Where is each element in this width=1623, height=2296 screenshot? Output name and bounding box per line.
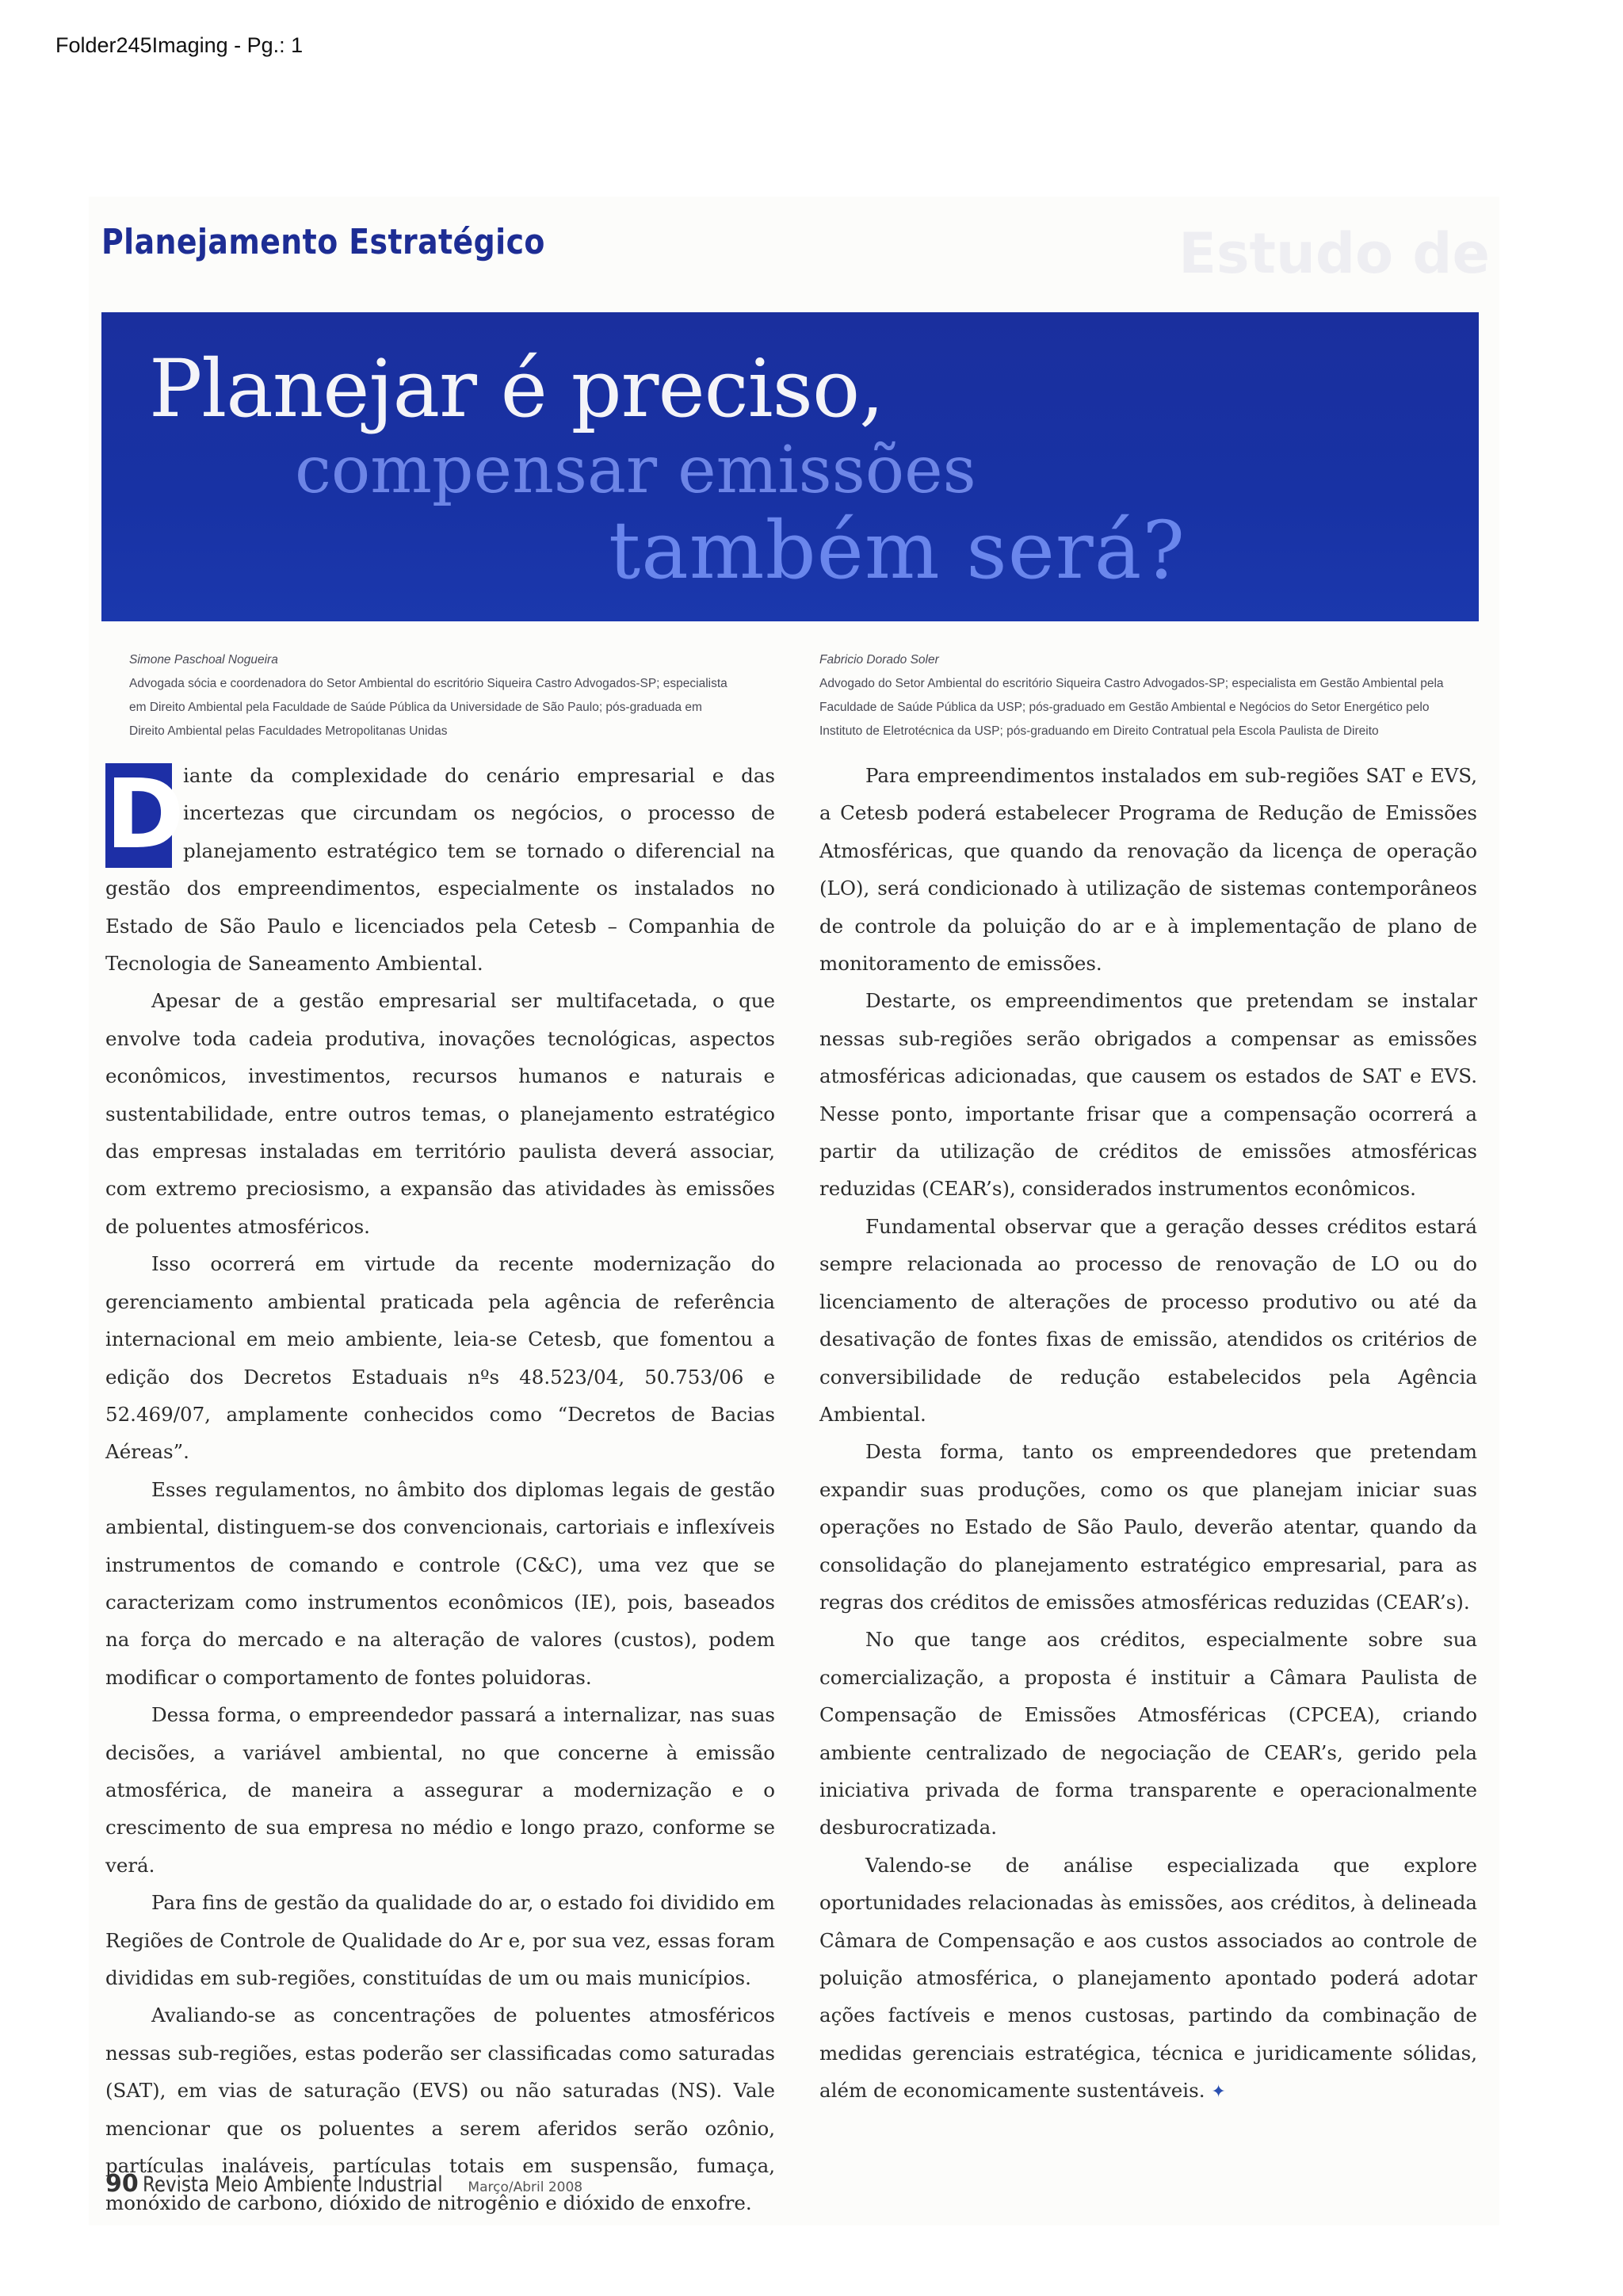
- paragraph: [819, 1847, 1477, 2111]
- paragraph: Para fins de gestão da qualidade do ar, o estado foi dividido em Regiões de Controle de Qualidade do Ar e, por sua vez, essas foram divididas em sub-regiões, constituídas de um ou mais municípios.: [105, 1891, 775, 1989]
- title-line-2: compensar emissões: [295, 433, 976, 508]
- paragraph: Apesar de a gestão empresarial ser multifacetada, o que envolve toda cadeia produtiva, inovações tecnológicas, aspectos econômicos, investimentos, recursos humanos e naturais e sustentabilidade, entre outros temas, o planejamento estratégico das empresas instaladas em território paulista deverá associar, com extremo preciosismo, a expansão das atividades às emissões de poluentes atmosféricos.: [105, 989, 775, 1238]
- paragraph: No que tange aos créditos, especialmente sobre sua comercialização, a proposta é instituir a Câmara Paulista de Compensação de Emissões Atmosféricas (CPCEA), criando ambiente centralizado de negociação de CEAR’s, gerido pela iniciativa privada de forma transparente e operacionalmente desburocratizada.: [819, 1628, 1477, 1839]
- section-label: Planejamento Estratégico: [101, 222, 545, 262]
- drop-cap: D: [105, 760, 185, 870]
- title-line-3: também será?: [609, 504, 1186, 597]
- paragraph: [105, 757, 775, 982]
- author-bio-line: Advogada sócia e coordenadora do Setor Ambiental do escritório Siqueira Castro Advogados-SP; especialista: [129, 677, 727, 690]
- paragraph: Isso ocorrerá em virtude da recente modernização do gerenciamento ambiental praticada pela agência de referência internacional em meio ambiente, leia-se Cetesb, que fomentou a edição dos Decretos Estaduais nºs 48.523/04, 50.753/06 e 52.469/07, amplamente conhecidos como “Decretos de Bacias Aéreas”.: [105, 1252, 775, 1464]
- title-line-1: Planejar é preciso,: [149, 342, 884, 435]
- magazine-name: Revista Meio Ambiente Industrial: [142, 2172, 443, 2197]
- author-bio-line: Instituto de Eletrotécnica da USP; pós-graduando em Direito Contratual pela Escola Paulista de Direito: [819, 724, 1379, 738]
- author-bio-line: em Direito Ambiental pela Faculdade de Saúde Pública da Universidade de São Paulo; pós-graduada em: [129, 701, 702, 714]
- author-name: Fabricio Dorado Soler: [819, 653, 939, 667]
- paragraph: Avaliando-se as concentrações de poluentes atmosféricos nessas sub-regiões, estas poderão ser classificadas como saturadas (SAT), em vias de saturação (EVS) ou não saturadas (NS). Vale mencionar que os poluentes a serem aferidos serão ozônio, partículas inaláveis, partículas totais em suspensão, fumaça, monóxido de carbono, dióxido de nitrogênio e dióxido de enxofre.: [105, 2004, 775, 2215]
- author-bio-line: Advogado do Setor Ambiental do escritório Siqueira Castro Advogados-SP; especialista em Gestão Ambiental pela: [819, 677, 1444, 690]
- author-bio-line: Direito Ambiental pelas Faculdades Metropolitanas Unidas: [129, 724, 448, 738]
- author-credit-2: [819, 648, 1477, 743]
- page-footer: [105, 2170, 582, 2198]
- author-credit-1: [129, 648, 763, 743]
- issue-date: Março/Abril 2008: [468, 2179, 583, 2195]
- page-number: 90: [105, 2170, 139, 2198]
- paragraph: Dessa forma, o empreendedor passará a internalizar, nas suas decisões, a variável ambiental, no que concerne à emissão atmosférica, de maneira a assegurar a modernização e o crescimento de sua empresa no médio e longo prazo, conforme se verá.: [105, 1703, 775, 1877]
- paragraph: Fundamental observar que a geração desses créditos estará sempre relacionada ao processo de renovação de LO ou do licenciamento de alterações de processo produtivo ou até da desativação de fontes fixas de emissão, atendidos os critérios de conversibilidade de redução estabelecidos pela Agência Ambiental.: [819, 1214, 1477, 1426]
- title-banner: [101, 312, 1479, 621]
- author-bio-line: Faculdade de Saúde Pública da USP; pós-graduado em Gestão Ambiental e Negócios do Setor Energético pelo: [819, 701, 1430, 714]
- paragraph: Destarte, os empreendimentos que pretendam se instalar nessas sub-regiões serão obrigados a compensar as emissões atmosféricas adicionadas, que causem os estados de SAT e EVS. Nesse ponto, importante frisar que a compensação ocorrerá a partir da utilização de créditos de emissões atmosféricas reduzidas (CEAR’s), considerados instrumentos econômicos.: [819, 989, 1477, 1201]
- paragraph: Desta forma, tanto os empreendedores que pretendam expandir suas produções, como os que planejam iniciar suas operações no Estado de São Paulo, deverão atentar, quando da consolidação do planejamento estratégico empresarial, para as regras dos créditos de emissões atmosféricas reduzidas (CEAR’s).: [819, 1440, 1477, 1614]
- paragraph-text: Valendo-se de análise especializada que explore oportunidades relacionadas às emissões, aos créditos, à delineada Câmara de Compensação e aos custos associados ao controle de poluição atmosférica, o planejamento apontado poderá adotar ações factíveis e menos custosas, partindo da combinação de medidas gerenciais estratégica, técnica e juridicamente sólidas, além de economicamente sustentáveis.: [819, 1853, 1477, 2103]
- fax-header: Folder245Imaging - Pg.: 1: [55, 33, 304, 57]
- ghost-tab-text: Estudo de: [1178, 221, 1490, 286]
- paragraph: Para empreendimentos instalados em sub-regiões SAT e EVS, a Cetesb poderá estabelecer Programa de Redução de Emissões Atmosféricas, que quando da renovação da licença de operação (LO), será condicionado à utilização de sistemas contemporâneos de controle da poluição do ar e à implementação de plano de monitoramento de emissões.: [819, 764, 1477, 976]
- end-mark-icon: ✦: [1211, 2082, 1226, 2103]
- article-column-left: [105, 757, 775, 2222]
- article-column-right: [819, 757, 1477, 2111]
- paragraph: Esses regulamentos, no âmbito dos diplomas legais de gestão ambiental, distinguem-se dos convencionais, cartoriais e inflexíveis instrumentos de comando e controle (C&C), uma vez que se caracterizam como instrumentos econômicos (IE), pois, baseados na força do mercado e na alteração de valores (custos), podem modificar o comportamento de fontes poluidoras.: [105, 1477, 775, 1689]
- paragraph-text: iante da complexidade do cenário empresarial e das incertezas que circundam os negócios, o processo de planejamento estratégico tem se tornado o diferencial na gestão dos empreendimentos, especialmente os instalados no Estado de São Paulo e licenciados pela Cetesb – Companhia de Tecnologia de Saneamento Ambiental.: [105, 764, 775, 976]
- author-name: Simone Paschoal Nogueira: [129, 653, 278, 667]
